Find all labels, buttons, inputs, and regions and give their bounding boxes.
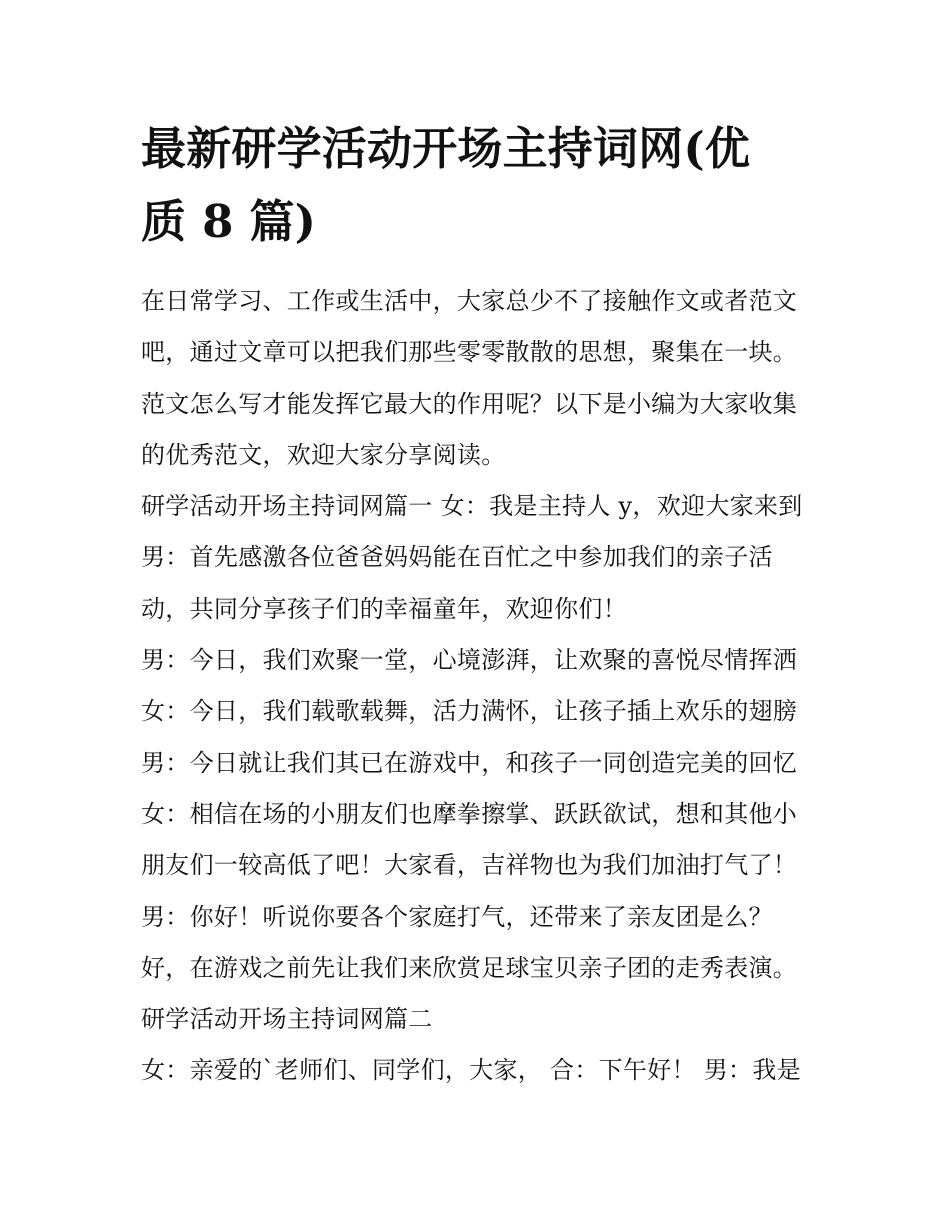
body-line-8: 男：今日，我们欢聚一堂，心境澎湃，让欢聚的喜悦尽情挥洒: [141, 646, 798, 675]
body-line-15: 研学活动开场主持词网篇二: [141, 1005, 433, 1034]
document-body: [141, 280, 831, 1101]
body-line-2: 吧，通过文章可以把我们那些零零散散的思想，聚集在一块。: [141, 338, 798, 367]
document-title-line-1: 最新研学活动开场主持词网(优: [141, 122, 751, 175]
body-line-10: 男：今日就让我们其已在游戏中，和孩子一同创造完美的回忆: [141, 748, 798, 777]
body-line-6: 男：首先感激各位爸爸妈妈能在百忙之中参加我们的亲子活: [141, 543, 773, 572]
body-line-16: 女：亲爱的`老师们、同学们，大家， 合：下午好！ 男：我是: [141, 1056, 801, 1085]
body-line-14: 好，在游戏之前先让我们来欣赏足球宝贝亲子团的走秀表演。: [141, 953, 798, 982]
body-line-13: 男：你好！听说你要各个家庭打气，还带来了亲友团是么？: [141, 902, 773, 931]
body-line-11: 女：相信在场的小朋友们也摩拳擦掌、跃跃欲试，想和其他小: [141, 799, 798, 828]
body-line-9: 女：今日，我们载歌载舞，活力满怀，让孩子插上欢乐的翅膀: [141, 697, 798, 726]
body-line-7: 动，共同分享孩子们的幸福童年，欢迎你们！: [141, 594, 627, 623]
body-line-3: 范文怎么写才能发挥它最大的作用呢？以下是小编为大家收集: [141, 389, 798, 418]
body-line-12: 朋友们一较高低了吧！大家看，吉祥物也为我们加油打气了！: [141, 851, 798, 880]
document-title: [141, 112, 821, 258]
body-line-4: 的优秀范文，欢迎大家分享阅读。: [141, 440, 506, 469]
body-line-1: 在日常学习、工作或生活中，大家总少不了接触作文或者范文: [141, 287, 798, 315]
body-line-5: 研学活动开场主持词网篇一 女：我是主持人 y，欢迎大家来到: [141, 492, 803, 521]
document-title-line-2: 质 8 篇): [141, 195, 317, 248]
